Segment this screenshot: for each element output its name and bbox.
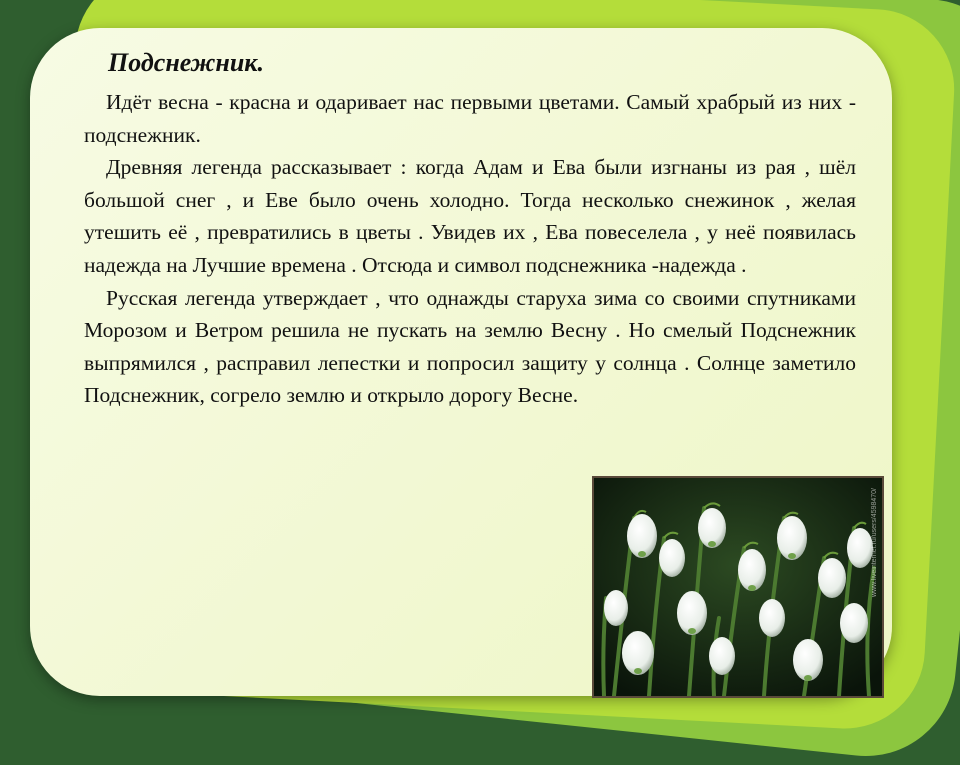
photo-watermark: www.liveinternet.ru/users/4598470/ bbox=[871, 488, 878, 597]
slide-body bbox=[84, 86, 856, 412]
slide-title: Подснежник. bbox=[108, 48, 264, 77]
paragraph-intro: Идёт весна - красна и одаривает нас первыми цветами. Самый храбрый из них - подснежник. bbox=[84, 90, 856, 147]
paragraph-russian-legend: Русская легенда утверждает , что однажды старуха зима со своими спутниками Морозом и Ветром решила не пускать на землю Весну . Но смелый Подснежник выпрямился , расправил лепестки и попросил защиту у солнца . Солнце заметило Подснежник, согрело землю и открыло дорогу Весне. bbox=[84, 285, 856, 408]
snowdrop-illustration bbox=[594, 478, 882, 696]
paragraph-ancient-legend: Древняя легенда рассказывает : когда Адам и Ева были изгнаны из рая , шёл большой снег , и Еве было очень холодно. Тогда несколько снежинок , желая утешить её , превратились в цветы . Увидев их , Ева повеселела , у неё появилась надежда на Лучшие времена . Отсюда и символ подснежника -надежда . bbox=[84, 155, 856, 277]
snowdrop-photo bbox=[592, 476, 884, 698]
